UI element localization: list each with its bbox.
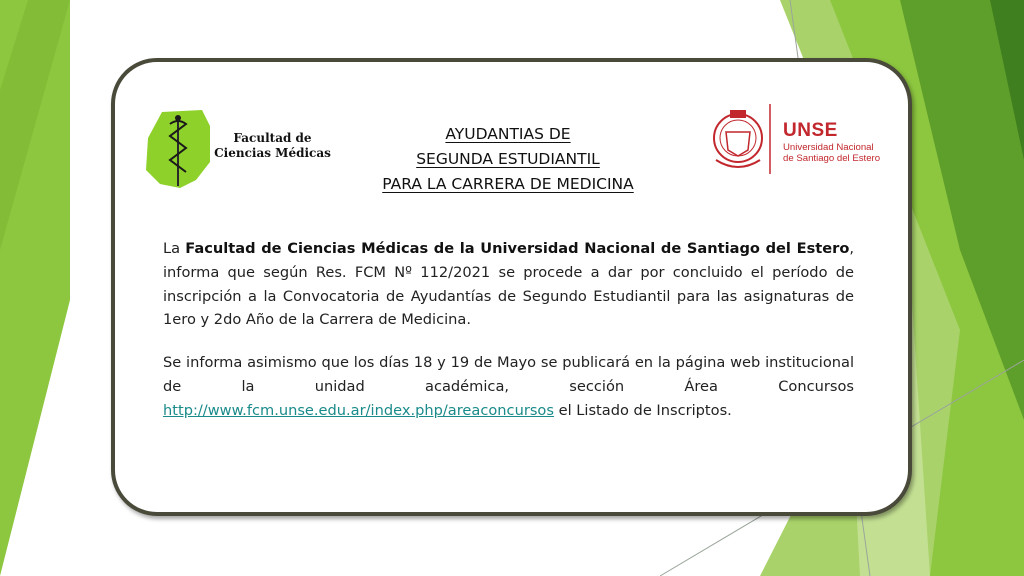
page-title xyxy=(300,122,716,197)
unse-subtitle: Universidad Nacional de Santiago del Estero xyxy=(783,142,881,164)
unse-acronym: UNSE xyxy=(783,120,838,141)
fcm-logo-text: Facultad de Ciencias Médicas xyxy=(214,131,331,160)
title-line-3: PARA LA CARRERA DE MEDICINA xyxy=(382,175,634,193)
title-line-1: AYUDANTIAS DE xyxy=(445,125,571,143)
paragraph-announcement: La Facultad de Ciencias Médicas de la Universidad Nacional de Santiago del Estero, informa que según Res. FCM Nº 112/2021 se procede a dar por concluido el período de inscripción a la Convocatoria de Ayudantías de Segundo Estudiantil para las asignaturas de 1ero y 2do Año de la Carrera de Medicina. xyxy=(163,240,854,329)
institution-name: Facultad de Ciencias Médicas de la Universidad Nacional de Santiago del Estero xyxy=(185,240,850,257)
paragraph-publication: Se informa asimismo que los días 18 y 19 de Mayo se publicará en la página web institucional de la unidad académica, sección Área Concursos http://www.fcm.unse.edu.ar/index.php/areaconcursos el Listado de Inscriptos. xyxy=(163,354,854,419)
area-concursos-link[interactable]: http://www.fcm.unse.edu.ar/index.php/areaconcursos xyxy=(163,401,554,419)
title-line-2: SEGUNDA ESTUDIANTIL xyxy=(416,150,600,168)
